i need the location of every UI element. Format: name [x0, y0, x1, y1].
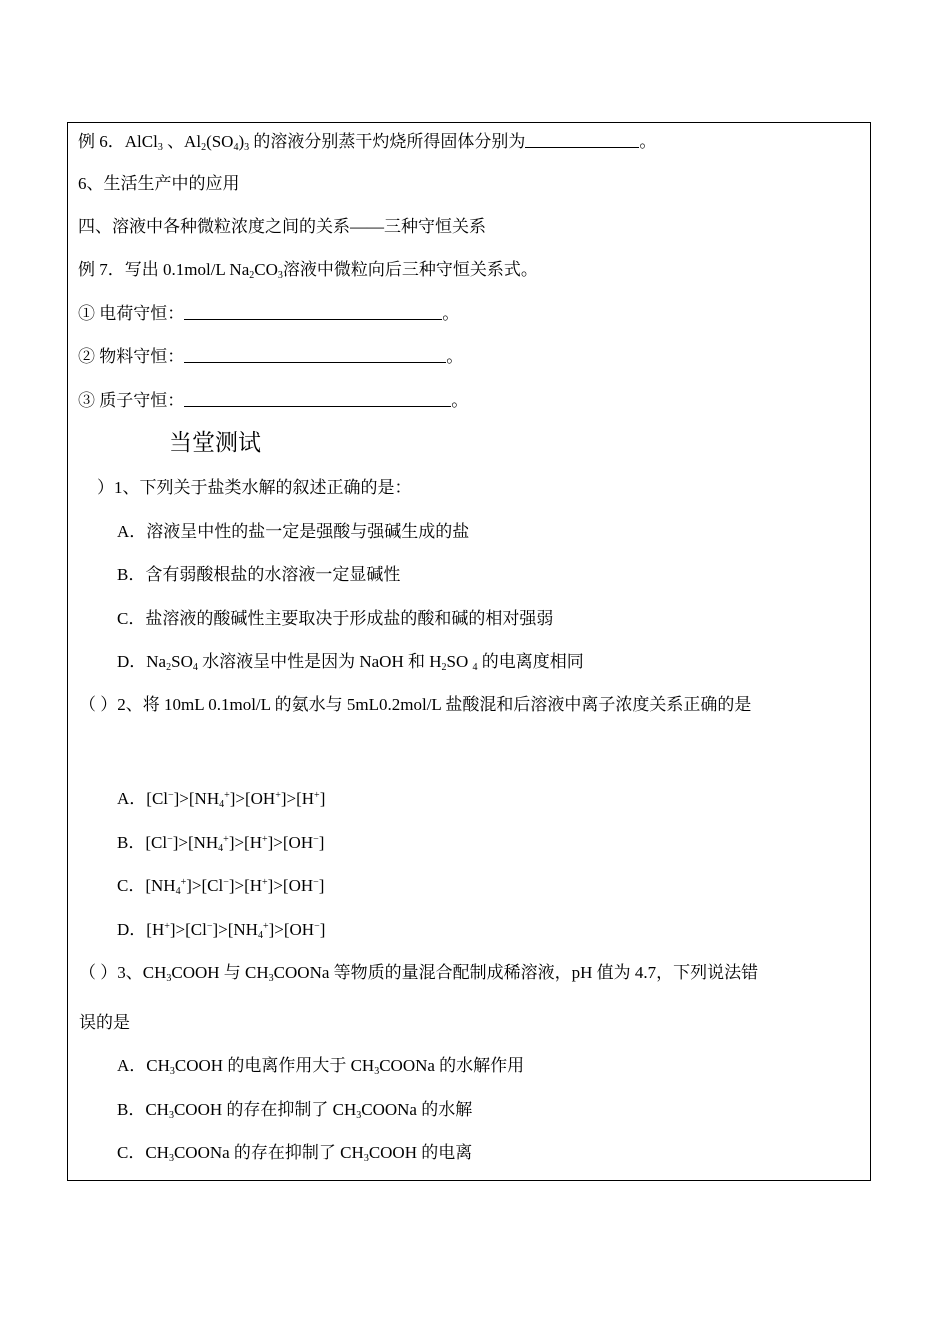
example-7: 例 7．写出 0.1mol/L $Na_2CO_3$溶液中微粒向后三种守恒关系式。 [78, 260, 538, 281]
content-box [67, 122, 871, 1181]
material-conservation: ② 物料守恒： 。 [78, 347, 464, 366]
q1-stem: ）1、下列关于盐类水解的叙述正确的是： [97, 478, 412, 497]
q2-option-d: D．$[H^+]>[Cl^-]>[NH_4^+]>[OH^-]$ [117, 920, 326, 941]
answer-blank[interactable] [184, 390, 451, 407]
charge-conservation: ① 电荷守恒： 。 [78, 304, 460, 323]
answer-blank[interactable] [184, 303, 442, 320]
section-6-heading: 6、生活生产中的应用 [78, 174, 240, 193]
q3-stem-continued: 误的是 [79, 1013, 130, 1032]
q2-option-c: C．$[NH_4^+]>[Cl^-]>[H^+]>[OH^-]$ [117, 876, 325, 897]
q1-option-b: B．含有弱酸根盐的水溶液一定显碱性 [117, 565, 401, 584]
q1-option-c: C．盐溶液的酸碱性主要取决于形成盐的酸和碱的相对强弱 [117, 609, 554, 628]
example-6: 例 6．AlCl$_3$ 、$Al_2(SO_4)_3$ 的溶液分别蒸干灼烧所得固体分别为 。 [78, 132, 657, 153]
answer-blank[interactable] [525, 131, 639, 148]
q3-option-c: C．$CH_3COONa$ 的存在抑制了 $CH_3COOH$ 的电离 [117, 1143, 473, 1164]
answer-blank[interactable] [184, 346, 446, 363]
q2-stem: （ ）2、将 10mL 0.1mol/L 的氨水与 5mL0.2mol/L 盐酸混和后溶液中离子浓度关系正确的是 [79, 695, 752, 714]
q2-option-b: B．$[Cl^-]>[NH_4^+]>[H^+]>[OH^-]$ [117, 833, 325, 854]
q3-stem: （ ）3、$CH_3COOH$ 与 $CH_3COONa$ 等物质的量混合配制成稀溶液，pH 值为 4.7，下列说法错 [79, 963, 759, 984]
q2-option-a: A．$[Cl^-]>[NH_4^+]>[OH^+]>[H^+]$ [117, 789, 326, 810]
q1-option-a: A．溶液呈中性的盐一定是强酸与强碱生成的盐 [117, 522, 470, 541]
q3-option-a: A．$CH_3COOH$ 的电离作用大于 $CH_3COONa$ 的水解作用 [117, 1056, 525, 1077]
q3-option-b: B．$CH_3COOH$ 的存在抑制了 $CH_3COONa$ 的水解 [117, 1100, 473, 1121]
proton-conservation: ③ 质子守恒： 。 [78, 391, 469, 410]
section-4-heading: 四、溶液中各种微粒浓度之间的关系——三种守恒关系 [78, 217, 486, 236]
classroom-test-heading: 当堂测试 [169, 430, 261, 456]
q1-option-d: D．$Na_2SO_4$ 水溶液呈中性是因为 NaOH 和 $H_2SO$ $_4$ 的电离度相同 [117, 652, 584, 673]
